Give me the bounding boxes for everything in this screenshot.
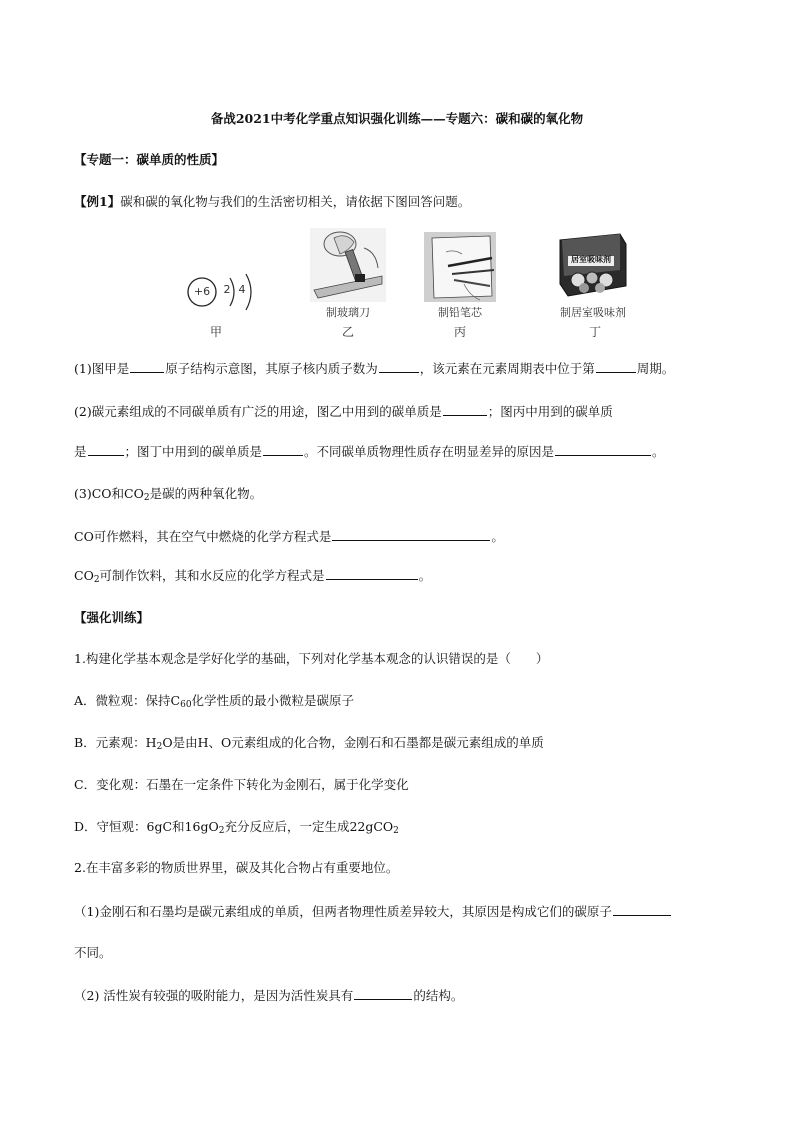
label-ding: 丁: [588, 325, 601, 339]
q1-part5: $CO_2$可制作饮料，其和水反应的化学方程式是 。: [74, 568, 432, 585]
q1-part2-cont: 是 ；图丁中用到的碳单质是 。不同碳单质物理性质存在明显差异的原因是 。: [74, 444, 665, 459]
caption-deodorizer: 制居室吸味剂: [560, 306, 626, 319]
section-heading-1: 【专题一：碳单质的性质】: [74, 152, 225, 167]
example-tag: 【例1】: [74, 194, 121, 209]
atom-nucleus: +6: [193, 285, 211, 298]
answer-blank[interactable]: [354, 987, 412, 1000]
answer-blank[interactable]: [88, 443, 124, 456]
mc1-option-c: C．变化观：石墨在一定条件下转化为金刚石，属于化学变化: [74, 777, 409, 792]
label-bing: 丙: [453, 325, 466, 339]
caption-glass-cutter: 制玻璃刀: [326, 306, 370, 319]
caption-pencil-lead: 制铅笔芯: [438, 306, 482, 319]
figure-carbon-uses: [168, 226, 688, 346]
example-1: [74, 194, 470, 210]
mc1-option-d: D．守恒观：6gC和$16gO_2$充分反应后，一定生成22gCO$_2$: [74, 819, 399, 836]
q1-part4: CO可作燃料，其在空气中燃烧的化学方程式是 。: [74, 529, 504, 544]
answer-blank[interactable]: [263, 443, 303, 456]
q1-part3: (3)CO和$CO_2$是碳的两种氧化物。: [74, 486, 263, 503]
atom-shell-1: 2: [223, 283, 231, 296]
example-text: 碳和碳的氧化物与我们的生活密切相关，请依据下图回答问题。: [120, 194, 471, 209]
q1-part1: (1)图甲是 原子结构示意图，其原子核内质子数为 ，该元素在元素周期表中位于第 周期。: [74, 361, 675, 376]
q2-part2: （2) 活性炭有较强的吸附能力，是因为活性炭具有 的结构。: [74, 988, 464, 1003]
answer-blank[interactable]: [379, 360, 419, 373]
answer-blank[interactable]: [596, 360, 636, 373]
mc1-stem: 1.构建化学基本观念是学好化学的基础，下列对化学基本观念的认识错误的是（ ）: [74, 651, 549, 666]
mc1-option-b: B．元素观：$H_2O$是由H、O元素组成的化合物，金刚石和石墨都是碳元素组成的单质: [74, 735, 544, 752]
deodorizer-box-image: [554, 230, 628, 302]
q2-stem: 2.在丰富多彩的物质世界里，碳及其化合物占有重要地位。: [74, 860, 399, 875]
box-label-text: 居室吸味剂: [571, 255, 611, 264]
glass-cutter-image: [310, 228, 386, 302]
atom-shell-2: 4: [238, 283, 246, 296]
q2-part1-cont: 不同。: [74, 945, 112, 960]
q1-part2: (2)碳元素组成的不同碳单质有广泛的用途，图乙中用到的碳单质是 ；图丙中用到的碳单质: [74, 404, 613, 419]
q2-part1: （1)金刚石和石墨均是碳元素组成的单质，但两者物理性质差异较大，其原因是构成它们的碳原子: [74, 903, 672, 920]
label-yi: 乙: [341, 325, 354, 339]
answer-blank[interactable]: [326, 567, 418, 580]
mc1-option-a: A．微粒观：保持$C_{60}$化学性质的最小微粒是碳原子: [74, 693, 355, 710]
answer-blank[interactable]: [443, 403, 487, 416]
answer-blank[interactable]: [555, 443, 651, 456]
answer-blank[interactable]: [130, 360, 164, 373]
answer-blank[interactable]: [332, 528, 490, 541]
pencil-lead-image: [424, 232, 496, 302]
section-heading-2: 【强化训练】: [74, 610, 150, 625]
label-jia: 甲: [209, 325, 222, 339]
page-title: 备战2021中考化学重点知识强化训练——专题六：碳和碳的氧化物: [210, 111, 584, 126]
answer-blank[interactable]: [613, 903, 671, 916]
